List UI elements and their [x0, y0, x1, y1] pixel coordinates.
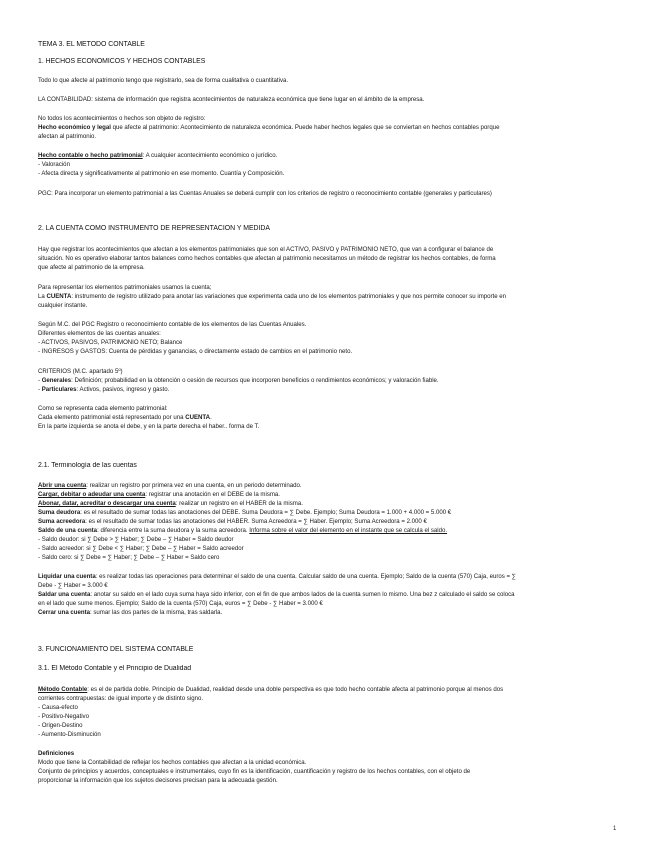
term-row	[38, 686, 623, 693]
term-label: Liquidar una cuenta	[38, 573, 96, 580]
term-text: : es el resultado de sumar todas las anotaciones del DEBE. Suma Deudora = ∑ Debe. Ejemplo; Suma Deudora = 1.000 + 4.000 = 5.000 €	[80, 509, 452, 516]
term-label: CUENTA	[46, 293, 72, 300]
term-text: : es el de partida doble. Principio de Dualidad, realidad desde una doble perspectiva es que todo hecho contable afecta al patrimonio porque al menos dos	[87, 686, 504, 693]
term-label: Hecho económico y legal	[38, 124, 111, 131]
list-item: - Origen-Destino	[38, 722, 83, 729]
paragraph: cualquier instante.	[38, 302, 88, 309]
list-item: - Causa-efecto	[38, 704, 78, 711]
list-item: - Saldo acreedor: si ∑ Debe < ∑ Haber; ∑ Debe – ∑ Haber = Saldo acreedor	[38, 545, 244, 552]
term-row	[38, 482, 623, 489]
definitions-heading: Definiciones	[38, 750, 75, 757]
term-text: : registrar una anotación en el DEBE de la misma.	[145, 491, 280, 498]
term-row	[38, 527, 623, 534]
list-item: - Saldo cero: si ∑ Debe = ∑ Haber; ∑ Debe – ∑ Haber = Saldo cero	[38, 554, 220, 561]
paragraph: situación. No es operativo elaborar tantos balances como hechos contables que afectan al patrimonio necesitamos un método de registrar los hechos contables, de forma	[38, 255, 496, 262]
term-label: Suma deudora	[38, 509, 81, 516]
list-item: - Saldo deudor: si ∑ Debe > ∑ Haber; ∑ Debe – ∑ Haber = Saldo deudor	[38, 536, 234, 543]
paragraph: que afecte al patrimonio de la empresa.	[38, 264, 145, 271]
paragraph: Según M.C. del PGC Registro o reconocimiento contable de los elementos de las Cuentas Anuales.	[38, 321, 307, 328]
paragraph: proporcionar la información que los sujetos decisores precisan para la adecuada gestión.	[38, 777, 278, 784]
list-item: - ACTIVOS, PASIVOS, PATRIMONIO NETO; Balance	[38, 339, 183, 346]
list-item: - Aumento-Disminución	[38, 731, 101, 738]
term-text: : realizar un registro por primera vez en una cuenta, en un periodo determinado.	[86, 482, 302, 489]
paragraph: No todos los acontecimientos o hechos son objeto de registro:	[38, 115, 206, 122]
term-row	[38, 491, 623, 498]
term-label: Generales	[41, 377, 72, 384]
term-text: .	[210, 414, 212, 421]
term-text: : realizar un registro en el HABER de la misma.	[175, 500, 303, 507]
term-label: Saldar una cuenta	[38, 591, 91, 598]
term-text: : instrumento de registro utilizado para anotar las variaciones que experimenta cada uno de los elementos patrimoniales y que nos permite conocer su importe en	[71, 293, 507, 300]
paragraph: PGC: Para incorporar un elemento patrimonial a las Cuentas Anuales se deberá cumplir con los criterios de registro o reconocimiento contable (generales y particulares)	[38, 190, 492, 197]
term-label: Cerrar una cuenta	[38, 609, 90, 616]
term-underlined: Informa sobre el valor del elemento en el instante que se calcula el saldo.	[249, 527, 448, 534]
paragraph: En la parte izquierda se anota el debe, y en la parte derecha el haber.. forma de T.	[38, 423, 260, 430]
paragraph: en el lado que sume menos. Ejemplo; Saldo de la cuenta (570) Caja, euros = ∑ Debe - ∑ Haber = 3.000 €	[38, 600, 323, 607]
term-pre: La	[38, 293, 47, 300]
paragraph: Para representar los elementos patrimoniales usamos la cuenta;	[38, 284, 212, 291]
term-row	[38, 591, 623, 598]
list-item	[38, 386, 623, 393]
paragraph: Todo lo que afecte al patrimonio tengo que registrarlo, sea de forma cualitativa o cuantitativa.	[38, 77, 289, 84]
section-2-1-heading: 2.1. Terminología de las cuentas	[38, 462, 137, 469]
paragraph	[38, 152, 623, 159]
paragraph: Hay que registrar los acontecimientos que afectan a los elementos patrimoniales que son el ACTIVO, PASIVO y PATRIMONIO NETO, que van a configurar el balance de	[38, 246, 494, 253]
paragraph: Debe - ∑ Haber = 3.000 €	[38, 582, 108, 589]
term-label: Abonar, datar, acreditar o descargar una cuenta	[38, 500, 176, 507]
list-item: - Valoración	[38, 161, 70, 168]
term-row	[38, 500, 623, 507]
term-label: Método Contable	[38, 686, 88, 693]
term-text: : sumar las dos partes de la misma, tras saldarla.	[89, 609, 223, 616]
paragraph: LA CONTABILIDAD: sistema de información que registra acontecimientos de naturaleza económica que tiene lugar en el ámbito de la empresa.	[38, 96, 425, 103]
bullet: -	[38, 386, 42, 393]
term-label: Saldo de una cuenta	[38, 527, 98, 534]
section-3-1-heading: 3.1. El Método Contable y el Principio de Dualidad	[38, 665, 192, 672]
term-row	[38, 518, 623, 525]
term-row	[38, 573, 623, 580]
paragraph	[38, 124, 623, 131]
section-1-heading: 1. HECHOS ECONÓMICOS Y HECHOS CONTABLES	[38, 58, 206, 65]
paragraph: Diferentes elementos de las cuentas anuales:	[38, 330, 161, 337]
list-item	[38, 377, 623, 384]
paragraph	[38, 293, 623, 300]
term-text: : Activos, pasivos, ingreso y gasto.	[76, 386, 170, 393]
list-item: - Positivo-Negativo	[38, 713, 89, 720]
section-3-heading: 3. FUNCIONAMIENTO DEL SISTEMA CONTABLE	[38, 646, 194, 653]
paragraph	[38, 414, 623, 421]
paragraph: afectan al patrimonio.	[38, 133, 97, 140]
term-label: CUENTA	[185, 414, 211, 421]
term-label: Abrir una cuenta	[38, 482, 87, 489]
doc-title: TEMA 3. EL MÉTODO CONTABLE	[38, 41, 145, 48]
term-text: que afecte al patrimonio: Acontecimiento de naturaleza económica. Puede haber hechos legales que se conviertan en hechos contables porque	[110, 124, 500, 131]
term-row	[38, 609, 623, 616]
term-pre: Cada elemento patrimonial está representado por una	[38, 414, 186, 421]
paragraph: Conjunto de principios y acuerdos, conceptuales e instrumentales, cuyo fin es la identificación, cuantificación y registro de los hechos contables, con el objeto de	[38, 768, 471, 775]
term-label: Suma acreedora	[38, 518, 86, 525]
term-text: : Definición; probabilidad en la obtención o cesión de recursos que incorporen beneficios o rendimientos económicos; y valoración fiable.	[71, 377, 439, 384]
section-2-heading: 2. LA CUENTA COMO INSTRUMENTO DE REPRESENTACIÓN Y MEDIDA	[38, 225, 270, 232]
term-label: Particulares	[41, 386, 77, 393]
paragraph: CRITERIOS (M.C. apartado 5º)	[38, 368, 123, 375]
list-item: - Afecta directa y significativamente al patrimonio en ese momento. Cuantía y Composición.	[38, 170, 285, 177]
paragraph: Como se representa cada elemento patrimonial:	[38, 405, 168, 412]
page-number: 1	[613, 826, 617, 832]
term-text: : es el resultado de sumar todas las anotaciones del HABER. Suma Acreedora = ∑ Haber. Ejemplo; Suma Acreedora = 2.000 €	[85, 518, 427, 525]
list-item: - INGRESOS y GASTOS: Cuenta de pérdidas y ganancias, o directamente estado de cambios en el patrimonio neto.	[38, 348, 353, 355]
term-text: : diferencia entre la suma deudora y la suma acreedora.	[97, 527, 250, 534]
term-row	[38, 509, 623, 516]
bullet: -	[38, 377, 42, 384]
term-text: : es realizar todas las operaciones para determinar el saldo de una cuenta. Calcular saldo de una cuenta. Ejemplo; Saldo de la cuenta (570) Caja, euros = ∑	[95, 573, 517, 580]
paragraph: corrientes contrapuestas: de igual importe y de distinto signo.	[38, 695, 204, 702]
term-text: : anotar su saldo en el lado cuya suma haya sido inferior, con el fin de que ambos lados de la cuenta sumen lo mismo. Una bez z calculado el saldo se coloca	[90, 591, 515, 598]
paragraph: Modo que tiene la Contabilidad de reflejar los hechos contables que afectan a la unidad económica.	[38, 759, 307, 766]
term-label: Cargar, debitar o adeudar una cuenta	[38, 491, 146, 498]
term-label: Hecho contable o hecho patrimonial	[38, 152, 143, 159]
term-text: : A cualquier acontecimiento económico o jurídico.	[142, 152, 278, 159]
